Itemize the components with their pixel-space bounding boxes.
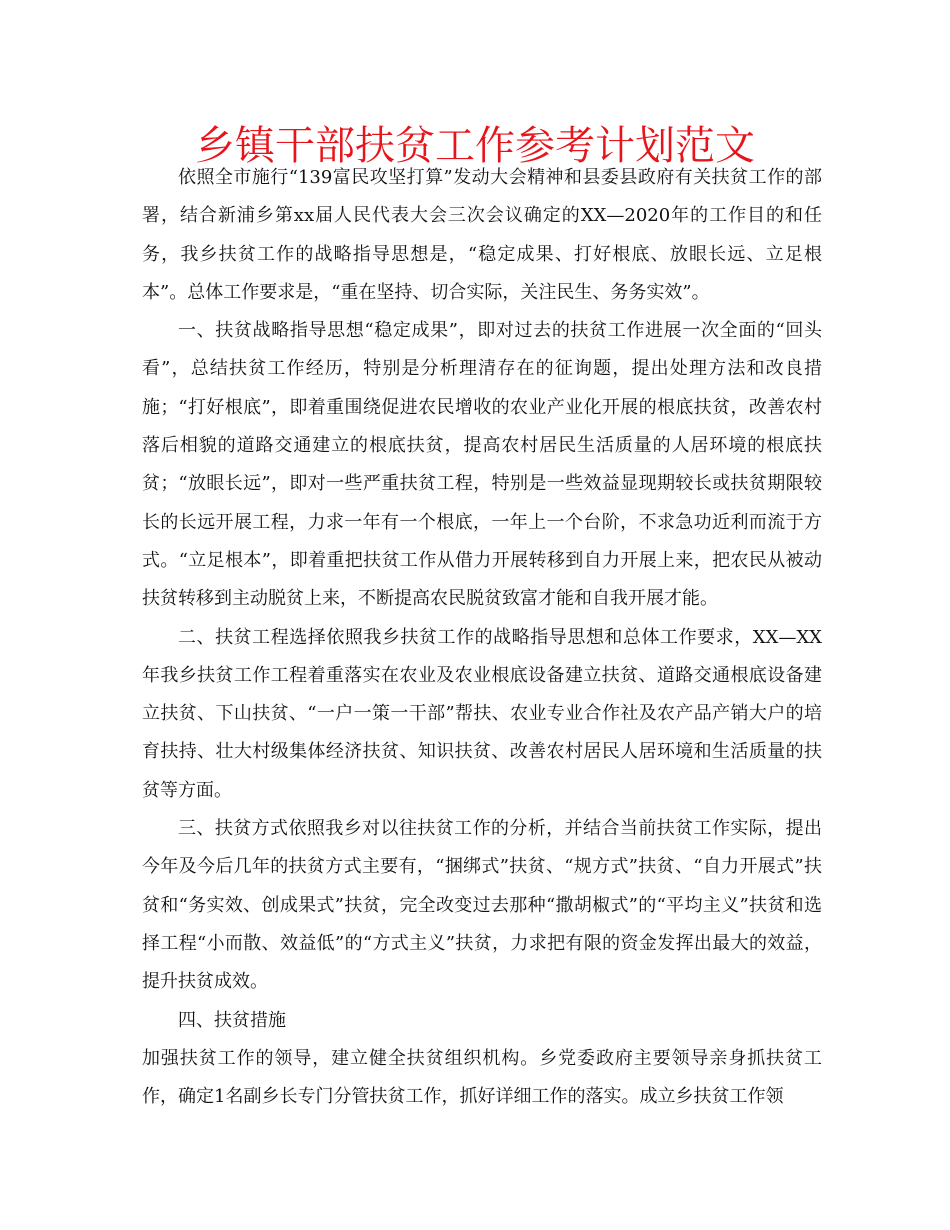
paragraph-intro: 依照全市施行“139富民攻坚打算”发动大会精神和县委县政府有关扶贫工作的部署，结合新浦乡第xx届人民代表大会三次会议确定的XX—2020年的工作目的和任务，我乡扶贫工作的战略指导思想是，“稳定成果、打好根底、放眼长远、立足根本”。总体工作要求是，“重在坚持、切合实际，关注民生、务务实效”。 — [142, 167, 822, 303]
paragraph-section-2: 二、扶贫工程选择依照我乡扶贫工作的战略指导思想和总体工作要求，XX—XX年我乡扶贫工作工程着重落实在农业及农业根底设备建立扶贫、道路交通根底设备建立扶贫、下山扶贫、“一户一策一干部”帮扶、农业专业合作社及农产品产销大户的培育扶持、壮大村级集体经济扶贫、知识扶贫、改善农村居民人居环境和生活质量的扶贫等方面。 — [142, 626, 822, 801]
section-heading-4: 四、扶贫措施 — [178, 1009, 286, 1031]
document-body — [142, 159, 822, 1116]
paragraph-section-1: 一、扶贫战略指导思想“稳定成果”，即对过去的扶贫工作进展一次全面的“回头看”，总结扶贫工作经历，特别是分析理清存在的征询题，提出处理方法和改良措施；“打好根底”，即着重围绕促进农民增收的农业产业化开展的根底扶贫，改善农村落后相貌的道路交通建立的根底扶贫，提高农村居民生活质量的人居环境的根底扶贫；“放眼长远”，即对一些严重扶贫工程，特别是一些效益显现期较长或扶贫期限较长的长远开展工程，力求一年有一个根底，一年上一个台阶，不求急功近利而流于方式。“立足根本”，即着重把扶贫工作从借力开展转移到自力开展上来，把农民从被动扶贫转移到主动脱贫上来，不断提高农民脱贫致富才能和自我开展才能。 — [142, 320, 822, 610]
document-title: 乡镇干部扶贫工作参考计划范文 — [195, 123, 755, 169]
paragraph-section-3: 三、扶贫方式依照我乡对以往扶贫工作的分析，并结合当前扶贫工作实际，提出今年及今后几年的扶贫方式主要有，“捆绑式”扶贫、“规方式”扶贫、“自力开展式”扶贫和“务实效、创成果式”扶贫，完全改变过去那种“撒胡椒式”的“平均主义”扶贫和选择工程“小而散、效益低”的“方式主义”扶贫，力求把有限的资金发挥出最大的效益，提升扶贫成效。 — [142, 818, 822, 993]
paragraph-section-4: 加强扶贫工作的领导，建立健全扶贫组织机构。乡党委政府主要领导亲身抓扶贫工作，确定1名副乡长专门分管扶贫工作，抓好详细工作的落实。成立乡扶贫工作领 — [142, 1047, 822, 1108]
